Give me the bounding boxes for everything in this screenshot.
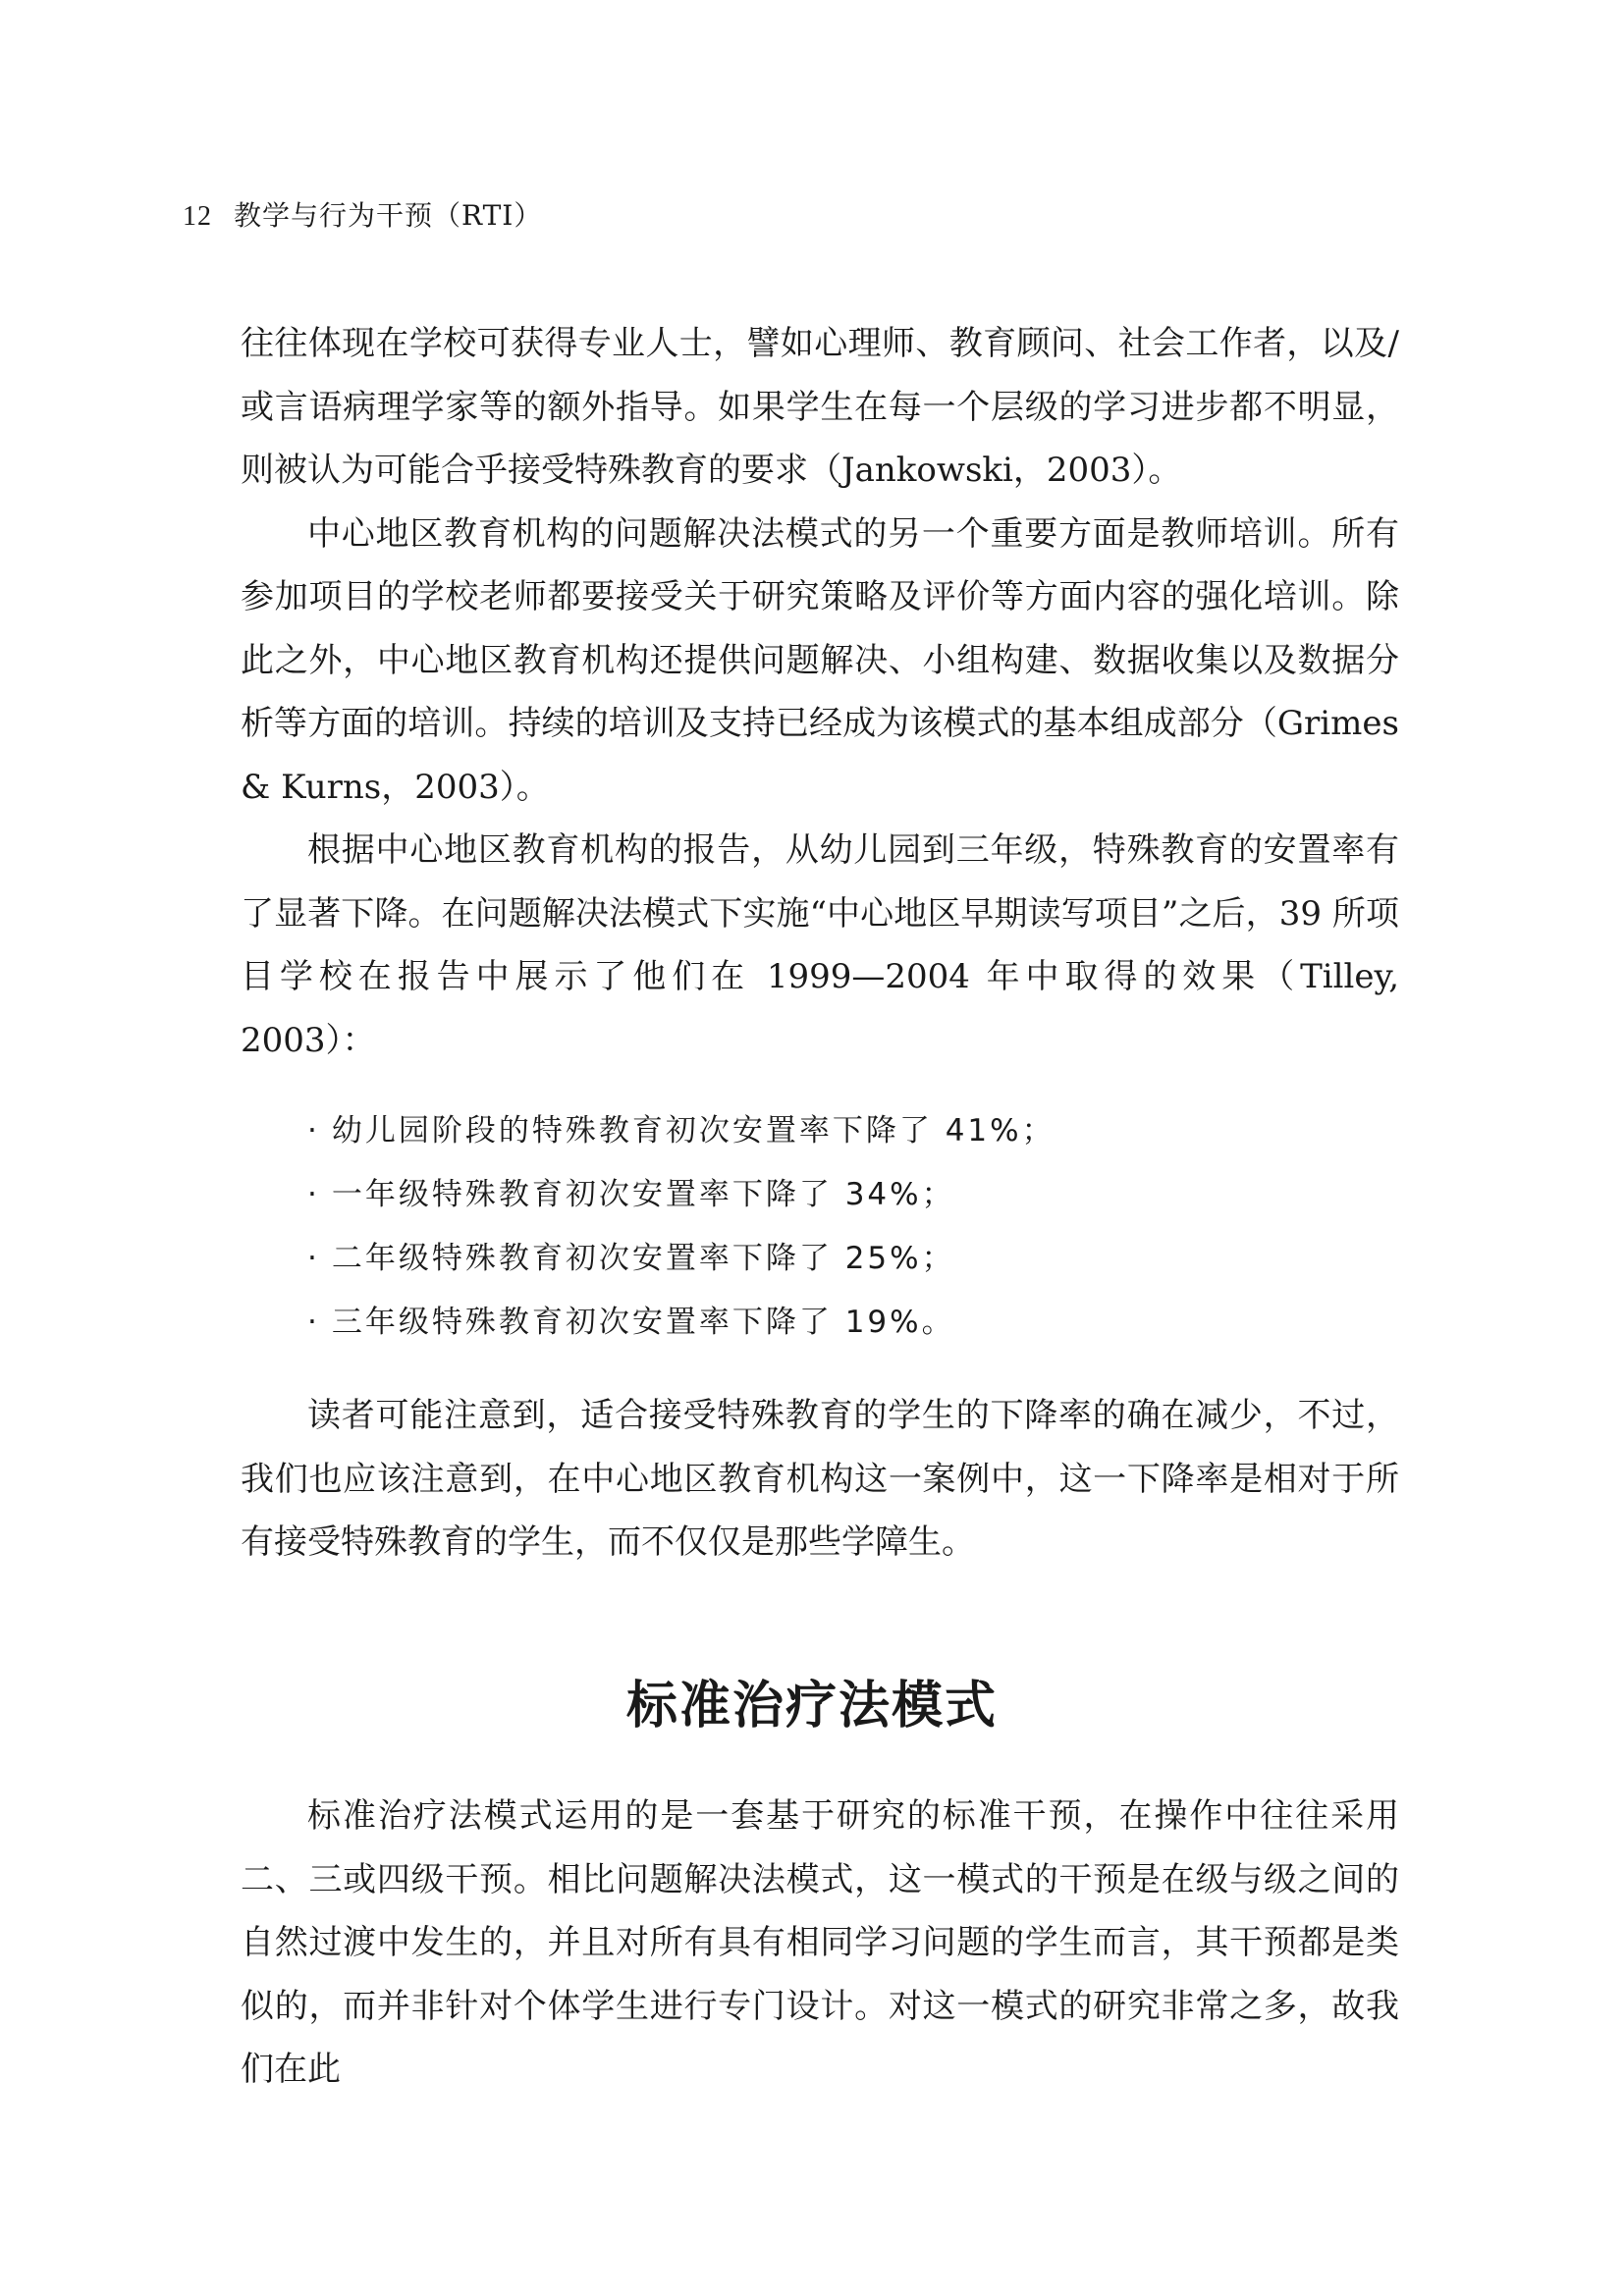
paragraph-standard-treatment: 标准治疗法模式运用的是一套基于研究的标准干预，在操作中往往采用二、三或四级干预。相比问题解决法模式，这一模式的干预是在级与级之间的自然过渡中发生的，并且对所有具有相同学习问题的学生而言，其干预都是类似的，而并非针对个体学生进行专门设计。对这一模式的研究非常之多，故我们在此 bbox=[241, 1796, 1399, 2089]
list-item bbox=[241, 1227, 1399, 1291]
section-heading: 标准治疗法模式 bbox=[625, 1677, 998, 1736]
paragraph-placement-report: 根据中心地区教育机构的报告，从幼儿园到三年级，特殊教育的安置率有了显著下降。在问题解决法模式下实施“中心地区早期读写项目”之后，39 所项目学校在报告中展示了他们在 1999—2004 年中取得的效果（Tilley, 2003）： bbox=[241, 830, 1399, 1060]
list-item-text: 幼儿园阶段的特殊教育初次安置率下降了 41%； bbox=[331, 1113, 1056, 1148]
paragraph-closing-note: 读者可能注意到，适合接受特殊教育的学生的下降率的确在减少，不过，我们也应该注意到，在中心地区教育机构这一案例中，这一下降率是相对于所有接受特殊教育的学生，而不仅仅是那些学障生。 bbox=[241, 1396, 1399, 1562]
bullet-marker: · bbox=[307, 1241, 320, 1276]
running-head bbox=[183, 196, 542, 237]
list-item bbox=[241, 1163, 1399, 1227]
book-title: 教学与行为干预（RTI） bbox=[234, 199, 543, 232]
list-item-text: 二年级特殊教育初次安置率下降了 25%； bbox=[331, 1241, 955, 1276]
paragraph-teacher-training: 中心地区教育机构的问题解决法模式的另一个重要方面是教师培训。所有参加项目的学校老师都要接受关于研究策略及评价等方面内容的强化培训。除此之外，中心地区教育机构还提供问题解决、小组构建、数据收集以及数据分析等方面的培训。持续的培训及支持已经成为该模式的基本组成部分（Grimes & Kurns，2003）。 bbox=[241, 513, 1399, 807]
page-number: 12 bbox=[183, 201, 212, 232]
bullet-marker: · bbox=[307, 1305, 320, 1340]
list-item-text: 一年级特殊教育初次安置率下降了 34%； bbox=[331, 1177, 955, 1212]
bullet-marker: · bbox=[307, 1113, 320, 1148]
bullet-marker: · bbox=[307, 1177, 320, 1212]
section-body bbox=[241, 1785, 1399, 2102]
paragraph-continuation: 往往体现在学校可获得专业人士，譬如心理师、教育顾问、社会工作者，以及/或言语病理学家等的额外指导。如果学生在每一个层级的学习进步都不明显，则被认为可能合乎接受特殊教育的要求（Jankowski，2003）。 bbox=[241, 324, 1399, 490]
body-text bbox=[241, 312, 1399, 1575]
results-list bbox=[241, 1099, 1399, 1355]
list-item bbox=[241, 1291, 1399, 1355]
list-item-text: 三年级特殊教育初次安置率下降了 19%。 bbox=[331, 1305, 955, 1340]
list-item bbox=[241, 1099, 1399, 1163]
